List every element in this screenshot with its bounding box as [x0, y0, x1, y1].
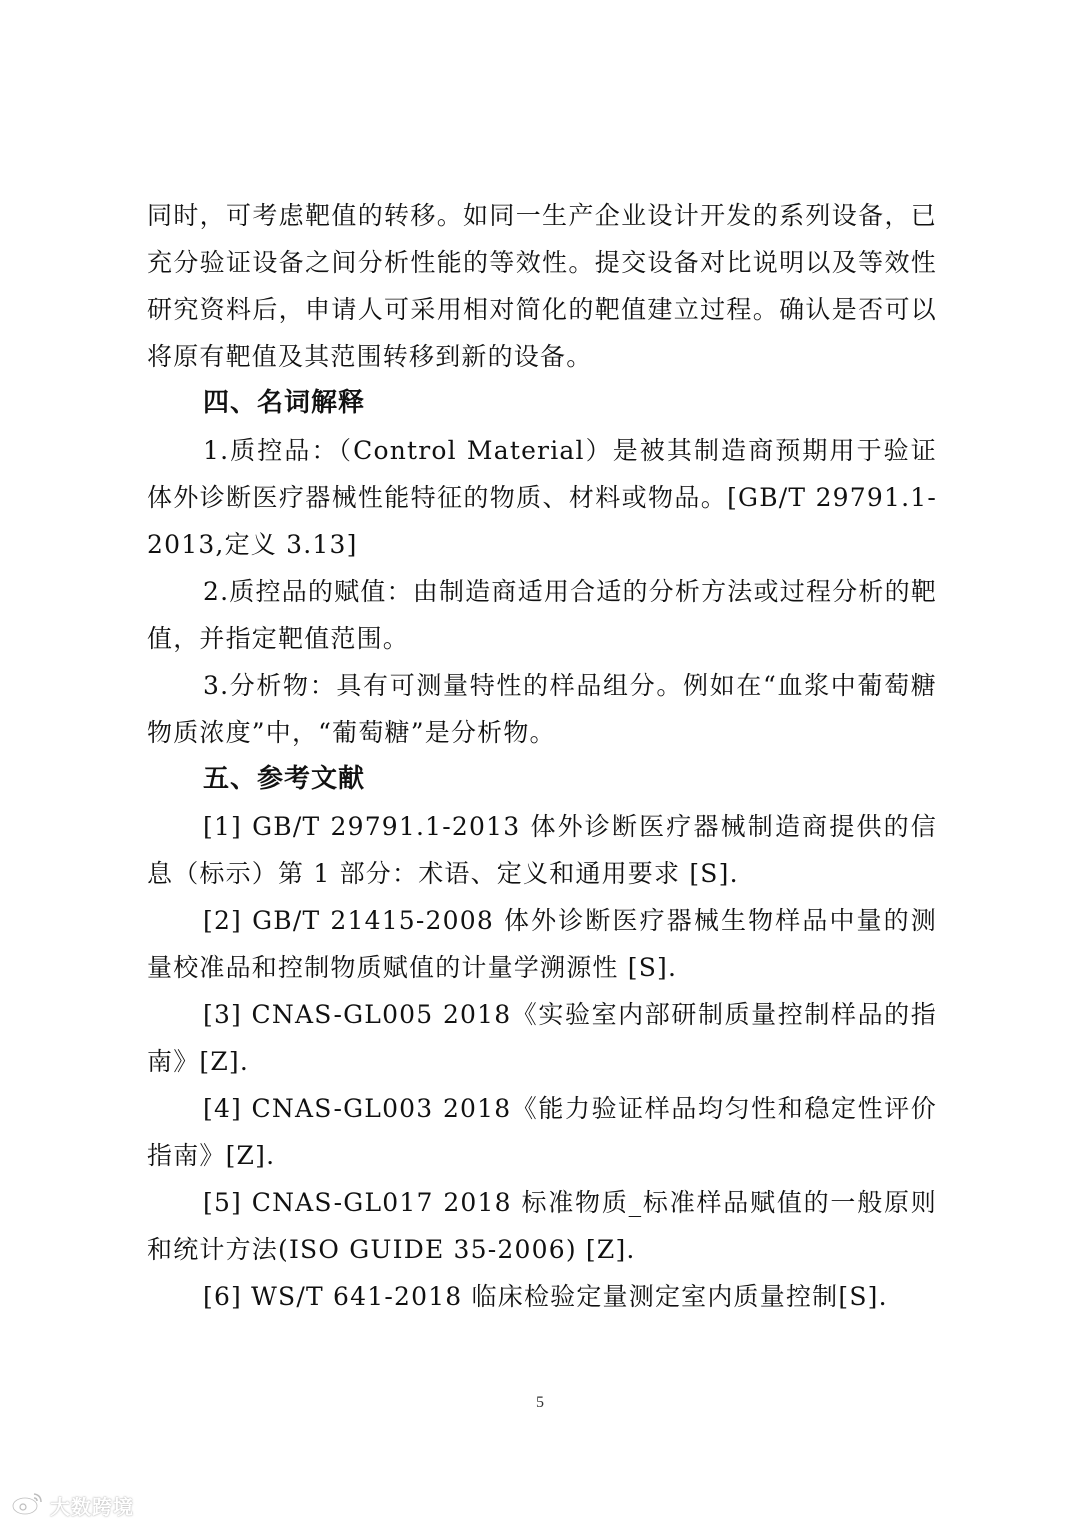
reference-item-5: [5] CNAS-GL017 2018 标准物质_标准样品赋值的一般原则和统计方法(ISO GUIDE 35-2006) [Z]. — [147, 1188, 937, 1264]
page-number: 5 — [536, 1394, 544, 1411]
definition-analyte: 3.分析物：具有可测量特性的样品组分。例如在“血浆中葡萄糖物质浓度”中，“葡萄糖”是分析物。 — [147, 671, 937, 747]
page-body — [147, 192, 937, 1320]
section-heading-references: 五、参考文献 — [203, 764, 366, 794]
body-paragraph-target-transfer: 同时，可考虑靶值的转移。如同一生产企业设计开发的系列设备，已充分验证设备之间分析性能的等效性。提交设备对比说明以及等效性研究资料后，申请人可采用相对简化的靶值建立过程。确认是否可以将原有靶值及其范围转移到新的设备。 — [147, 201, 937, 371]
weibo-logo-icon — [10, 1490, 44, 1520]
definition-value-assignment: 2.质控品的赋值：由制造商适用合适的分析方法或过程分析的靶值，并指定靶值范围。 — [147, 577, 937, 653]
watermark-text: 大数跨境 — [50, 1494, 134, 1519]
watermark — [10, 1490, 134, 1520]
reference-item-6: [6] WS/T 641-2018 临床检验定量测定室内质量控制[S]. — [203, 1282, 888, 1311]
section-heading-glossary: 四、名词解释 — [203, 388, 366, 418]
reference-item-4: [4] CNAS-GL003 2018《能力验证样品均匀性和稳定性评价指南》[Z]. — [147, 1094, 937, 1170]
reference-item-1: [1] GB/T 29791.1-2013 体外诊断医疗器械制造商提供的信息（标示）第 1 部分：术语、定义和通用要求 [S]. — [147, 812, 937, 888]
definition-control-material: 1.质控品：（Control Material）是被其制造商预期用于验证体外诊断医疗器械性能特征的物质、材料或物品。[GB/T 29791.1-2013,定义 3.13] — [147, 436, 937, 559]
reference-item-3: [3] CNAS-GL005 2018《实验室内部研制质量控制样品的指南》[Z]. — [147, 1000, 937, 1076]
reference-item-2: [2] GB/T 21415-2008 体外诊断医疗器械生物样品中量的测量校准品和控制物质赋值的计量学溯源性 [S]. — [147, 906, 937, 982]
